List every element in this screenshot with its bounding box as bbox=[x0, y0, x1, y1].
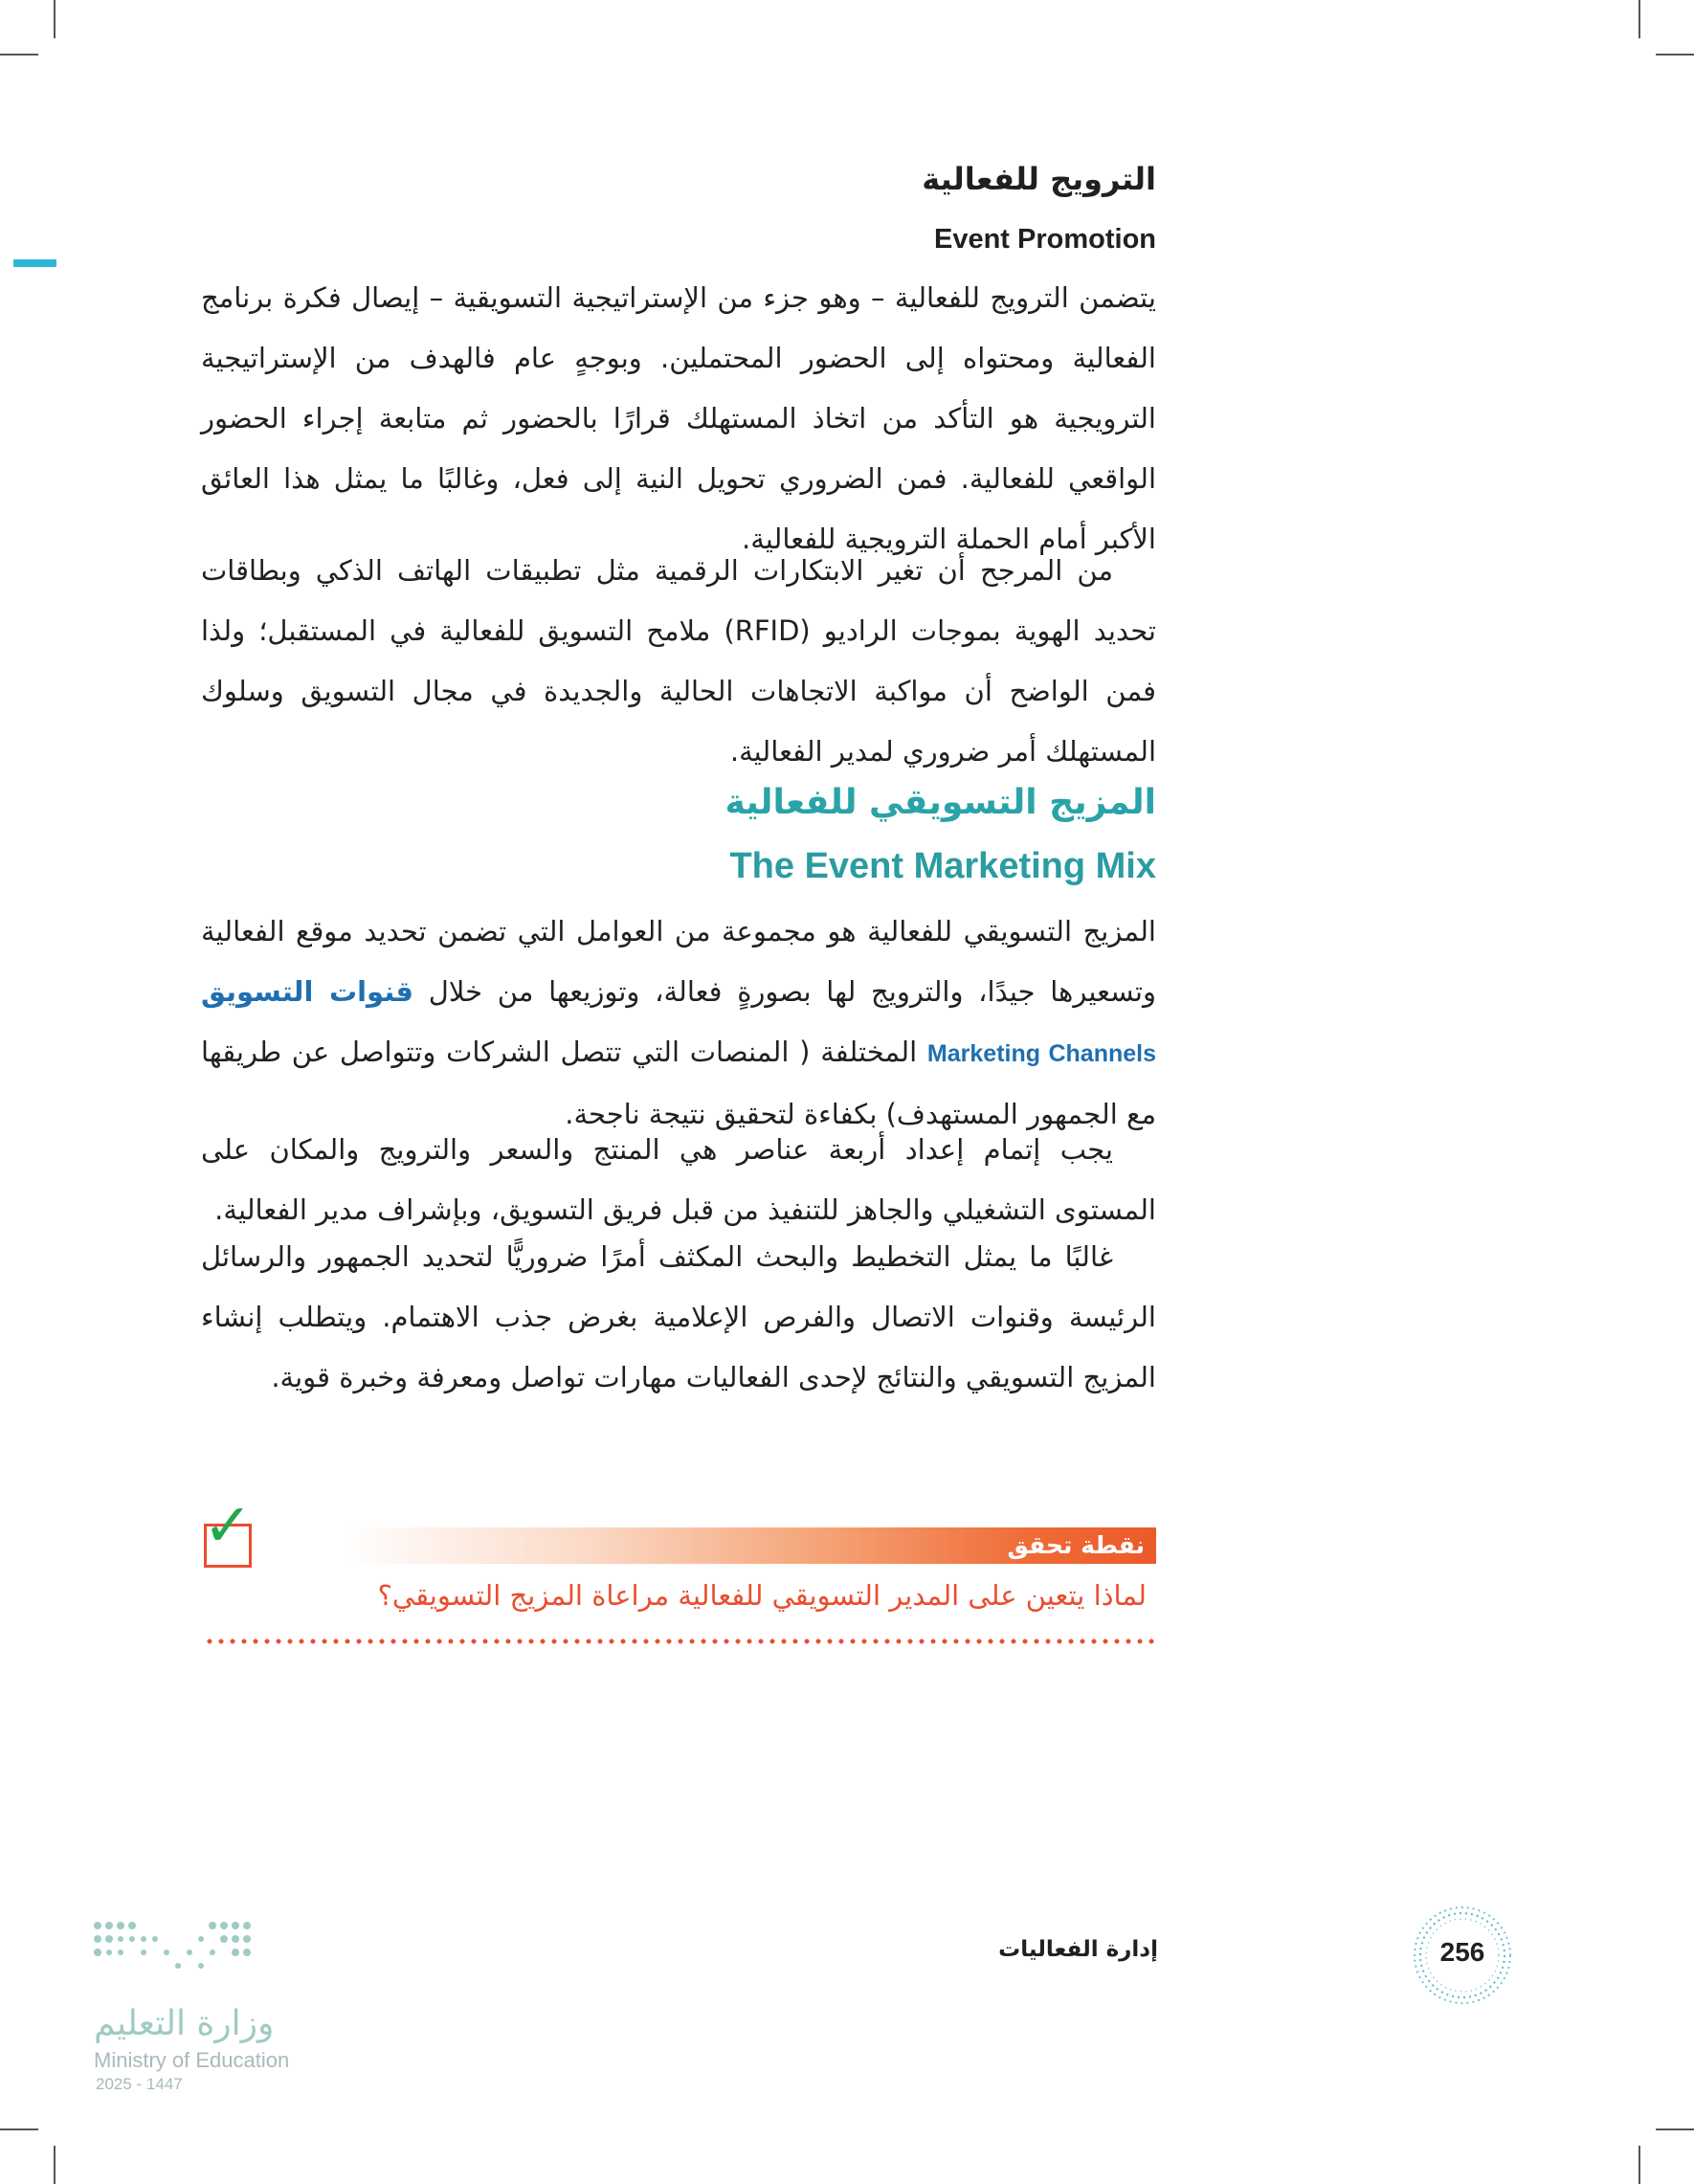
paragraph-text: المزيج التسويقي للفعالية هو مجموعة من العوامل التي تضمن تحديد موقع الفعالية وتسعيرها جيدًا، والترويج لها بصورةٍ فعالة، وتوزيعها من خلال bbox=[201, 915, 1157, 1008]
paragraph bbox=[201, 902, 1156, 1145]
crop-mark bbox=[54, 2146, 56, 2184]
dotted-divider bbox=[204, 1638, 1156, 1644]
crop-mark bbox=[1638, 0, 1640, 38]
ministry-name-en: Ministry of Education bbox=[94, 2048, 290, 2072]
book-title: إدارة الفعاليات bbox=[998, 1937, 1158, 1962]
paragraph: يتضمن الترويج للفعالية – وهو جزء من الإستراتيجية التسويقية – إيصال فكرة برنامج الفعالية ومحتواه إلى الحضور المحتملين. وبوجهٍ عام فالهدف من الإستراتيجية الترويجية هو التأكد من اتخاذ المستهلك قرارًا بالحضور ثم متابعة إجراء الحضور الواقعي للفعالية. فمن الضروري تحويل النية إلى فعل، وغالبًا ما يمثل هذا العائق الأكبر أمام الحملة الترويجية للفعالية. bbox=[201, 281, 1156, 555]
crop-mark bbox=[1656, 54, 1694, 56]
keyword-ar: قنوات التسويق bbox=[201, 975, 414, 1008]
section-title-ar: المزيج التسويقي للفعالية bbox=[724, 783, 1156, 822]
section-title-en: Event Promotion bbox=[933, 224, 1156, 255]
ministry-logo-icon bbox=[88, 1914, 308, 1991]
paragraph: يجب إتمام إعداد أربعة عناصر هي المنتج والسعر والترويج والمكان على المستوى التشغيلي والجاهز للتنفيذ من قبل فريق التسويق، وبإشراف مدير الفعالية. bbox=[201, 1133, 1156, 1226]
checkpoint-label: نقطة تحقق bbox=[1007, 1531, 1145, 1559]
crop-mark bbox=[1638, 2146, 1640, 2184]
checkpoint-question: لماذا يتعين على المدير التسويقي للفعالية مراعاة المزيج التسويقي؟ bbox=[377, 1579, 1147, 1612]
ministry-year: 2025 - 1447 bbox=[96, 2075, 183, 2093]
ministry-name-ar: وزارة التعليم bbox=[94, 2004, 275, 2043]
section-title-en: The Event Marketing Mix bbox=[729, 846, 1156, 886]
section-title-ar: الترويج للفعالية bbox=[922, 161, 1156, 197]
check-icon: ✓ bbox=[203, 1490, 253, 1560]
keyword-en: Marketing Channels bbox=[926, 1040, 1156, 1067]
paragraph: من المرجح أن تغير الابتكارات الرقمية مثل تطبيقات الهاتف الذكي وبطاقات تحديد الهوية بموجات الراديو (RFID) ملامح التسويق للفعالية في المستقبل؛ ولذا فمن الواضح أن مواكبة الاتجاهات الحالية والجديدة في مجال التسويق وسلوك المستهلك أمر ضروري لمدير الفعالية. bbox=[201, 554, 1156, 768]
side-accent-bar bbox=[13, 259, 56, 267]
paragraph: غالبًا ما يمثل التخطيط والبحث المكثف أمرًا ضروريًّا لتحديد الجمهور والرسائل الرئيسة وقنوات الاتصال والفرص الإعلامية بغرض جذب الاهتمام. ويتطلب إنشاء المزيج التسويقي والنتائج لإحدى الفعاليات مهارات تواصل ومعرفة وخبرة قوية. bbox=[201, 1240, 1156, 1393]
paragraph-text: المختلفة ( المنصات التي تتصل الشركات وتتواصل عن طريقها مع الجمهور المستهدف) بكفاءة لتحقيق نتيجة ناجحة. bbox=[201, 1036, 1156, 1130]
crop-mark bbox=[54, 0, 56, 38]
crop-mark bbox=[0, 54, 38, 56]
page-number: 256 bbox=[1439, 1937, 1485, 1967]
crop-mark bbox=[1656, 2128, 1694, 2130]
crop-mark bbox=[0, 2128, 38, 2130]
